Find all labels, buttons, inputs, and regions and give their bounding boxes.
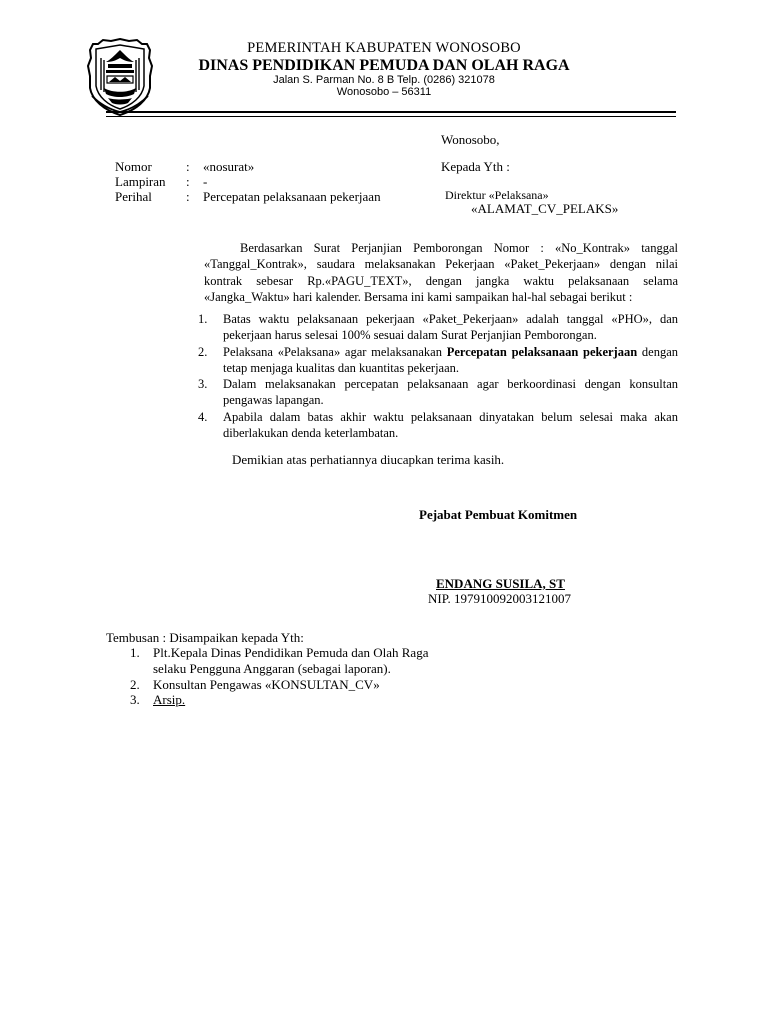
letterhead-divider-thin [106,116,676,117]
list-item-number: 3. [130,692,140,708]
list-item-number: 4. [198,409,208,424]
lampiran-label: Lampiran [115,174,166,189]
letterhead-agency: DINAS PENDIDIKAN PEMUDA DAN OLAH RAGA [198,57,570,74]
list-item [130,677,428,693]
lampiran-value: - [203,174,208,189]
letterhead-address: Jalan S. Parman No. 8 B Telp. (0286) 321078 [273,74,495,86]
letterhead-city: Wonosobo – 56311 [336,86,432,98]
signature-nip: NIP. 197910092003121007 [428,591,572,606]
tembusan-list [130,645,428,708]
lampiran-colon: : [186,174,190,189]
perihal-value: Percepatan pelaksanaan pekerjaan [203,189,381,204]
signature-name: ENDANG SUSILA, ST [436,576,565,591]
body-intro: Berdasarkan Surat Perjanjian Pemborongan Nomor : «No_Kontrak» tanggal «Tanggal_Kontrak», saudara melaksanakan Pekerjaan «Paket_Pekerjaan» dengan nilai kontrak sebesar Rp.«PAGU_TEXT», dengan jangka waktu pelaksanaan selama «Jangka_Waktu» hari kalender. Bersama ini kami sampaikan hal-hal sebagai berikut : [204,241,678,304]
list-item [198,409,678,442]
list-item-text: Dalam melaksanakan percepatan pelaksanaan agar berkoordinasi dengan konsultan pengawas lapangan. [223,377,678,408]
list-item-text: Batas waktu pelaksanaan pekerjaan «Paket_Pekerjaan» adalah tanggal «PHO», dan pekerjaan harus selesai 100% sesuai dalam Surat Perjanjian Pemborongan. [223,312,678,343]
nomor-label: Nomor [115,159,152,174]
letterhead-divider-thick [106,111,676,113]
list-item-text: Pelaksana «Pelaksana» agar melaksanakan [223,344,447,359]
nomor-colon: : [186,159,190,174]
recipient-direktur: Direktur «Pelaksana» [445,188,549,202]
letterhead-government: PEMERINTAH KABUPATEN WONOSOBO [247,40,521,56]
nomor-value: «nosurat» [203,159,255,174]
list-item-number: 2. [198,344,208,359]
list-item-text: Konsultan Pengawas «KONSULTAN_CV» [153,676,380,692]
list-item [198,344,678,377]
list-item-text-tail: dengan tetap menjaga kualitas dan kuantitas pekerjaan. [223,344,678,375]
signature-title: Pejabat Pembuat Komitmen [419,507,578,522]
body-list [198,311,678,441]
list-item-number: 3. [198,377,208,392]
place-date: Wonosobo, [441,132,500,147]
list-item [198,376,678,409]
list-item [130,645,428,677]
body-closing: Demikian atas perhatiannya diucapkan terima kasih. [232,452,505,467]
list-item-number: 2. [130,676,140,692]
perihal-colon: : [186,189,190,204]
list-item-text: Plt.Kepala Dinas Pendidikan Pemuda dan Olah Raga [153,645,429,660]
list-item [130,692,428,708]
list-item-text: Arsip. [153,692,186,708]
list-item-number: 1. [198,312,208,326]
list-item-number: 1. [130,645,140,660]
list-item-text: Apabila dalam batas akhir waktu pelaksanaan dinyatakan belum selesai maka akan diberlakukan denda keterlambatan. [223,409,678,441]
tembusan-heading: Tembusan : Disampaikan kepada Yth: [106,630,304,645]
recipient-kepada: Kepada Yth : [441,159,510,174]
recipient-address: «ALAMAT_CV_PELAKS» [471,201,619,216]
list-item-emphasis: Percepatan pelaksanaan pekerjaan [446,344,638,359]
perihal-label: Perihal [115,189,152,204]
list-item [198,311,678,344]
list-item-text-continued: selaku Pengguna Anggaran (sebagai laporan). [153,660,391,676]
